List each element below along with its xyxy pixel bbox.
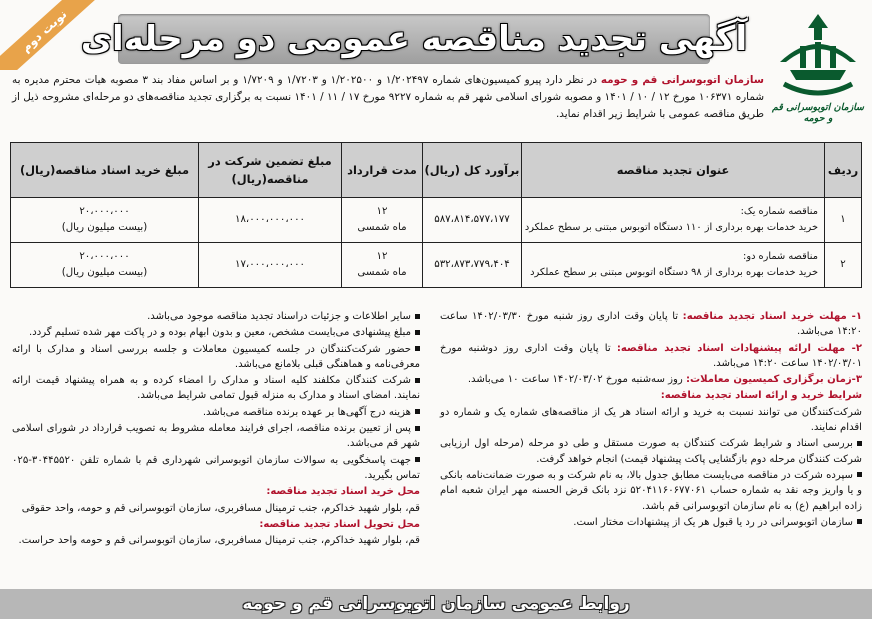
bullet-square-icon (415, 378, 420, 383)
footer-banner (0, 589, 872, 619)
delivery-location-text: قم، بلوار شهید خداکرم، جنب ترمینال مسافربری، سازمان اتوبوسرانی قم و حومه واحد حراست. (18, 535, 420, 547)
cell-title (522, 243, 825, 288)
condition-item (12, 309, 420, 324)
bullet-square-icon (415, 346, 420, 351)
table-row (11, 243, 862, 288)
deadline-submission (440, 341, 862, 372)
condition-item (12, 405, 420, 420)
logo-emblem-icon (770, 10, 866, 102)
col-header-row: ردیف (825, 143, 862, 198)
purchase-conditions-text: شرکت‌کنندگان می توانند نسبت به خرید و ارائه اسناد هر یک از مناقصه‌های شماره یک و شماره دو اقدام نمایند. (440, 406, 862, 434)
intro-text: در نظر دارد پیرو کمیسیون‌های شماره ۱/۲۰۲۴۹۷ و ۱/۲۰۲۵۰۰ و ۱/۷۲۰۳ و ۱/۷۲۰۹ و بر اساس مفاد بند ۳ مصوبه هیات محترم مدیره به شماره ۱۰۶۳۷۱ مورخ ۱۲ / ۱۰ / ۱۴۰۱ و مصوبه شورای اسلامی شهر قم به شماره ۹۲۲۷ مورخ ۱۷ / ۱۱ / ۱۴۰۱ نسبت به برگزاری تجدید مناقصه‌های دو مرحله‌ای مشروحه ذیل از طریق مناقصه عمومی با شرایط زیر اقدام نماید. (12, 74, 765, 120)
condition-text: هزینه درج آگهی‌ها بر عهده برنده مناقصه می‌باشد. (202, 406, 411, 418)
condition-text: حضور شرکت‌کنندگان در جلسه کمیسیون معاملات و جلسه بررسی اسناد و مدارک با ارائه معرفی‌نامه و هماهنگی قبلی بلامانع می‌باشد. (12, 343, 420, 370)
col-header-estimate: برآورد کل (ریال) (423, 143, 522, 198)
deadline-submission-text: تا پایان وقت اداری روز دوشنبه مورخ ۱۴۰۲/۰۳/۰۱ ساعت ۱۴:۲۰ می‌باشد. (440, 342, 862, 369)
purchase-location-label (12, 484, 420, 499)
bullet-square-icon (857, 519, 862, 524)
cell-title-line1: مناقصه شماره دو: (743, 251, 818, 262)
commission-date-text: روز سه‌شنبه مورخ ۱۴۰۲/۰۳/۰۲ ساعت ۱۰ می‌باشد. (467, 374, 686, 386)
condition-text: پس از تعیین برنده مناقصه، اجرای فرایند معامله مشروط به تصویب قرارداد در شورای اسلامی شهر قم می‌باشد. (12, 423, 420, 450)
bullet-square-icon (415, 457, 420, 462)
cell-estimate: ۵۸۷،۸۱۴،۵۷۷،۱۷۷ (423, 198, 522, 243)
evaluation-note-text: بررسی اسناد و شرایط شرکت کنندگان به صورت مستقل و طی دو مرحله (مرحله اول ارزیابی شرکت کنندگان مرحله دوم بازگشایی پاکت پیشنهاد قیمت) انجام خواهد گرفت. (440, 438, 862, 465)
cell-duration-unit: ماه شمسی (357, 222, 407, 233)
round-badge: نوبت دوم (0, 0, 103, 70)
purchase-location-text: قم، بلوار شهید خداکرم، جنب ترمینال مسافربری، سازمان اتوبوسرانی قم و حومه، واحد حقوقی (21, 502, 420, 514)
purchase-conditions-heading (440, 388, 862, 403)
tender-table (10, 142, 862, 288)
condition-item (12, 421, 420, 452)
deadline-purchase-label: ۱- مهلت خرید اسناد تجدید مناقصه: (682, 311, 862, 322)
bullet-square-icon (415, 409, 420, 414)
condition-text: جهت پاسخگویی به سوالات سازمان اتوبوسرانی شهرداری قم با شماره تلفن ۳۰۴۴۵۵۲۰-۰۲۵ تماس بگیرید. (12, 454, 420, 481)
cell-title-line2: خرید خدمات بهره برداری از ۹۸ دستگاه اتوبوس مبتنی بر سطح عملکرد (530, 267, 818, 278)
cell-title-line1: مناقصه شماره یک: (740, 206, 818, 217)
bullet-square-icon (415, 330, 420, 335)
cell-row: ۲ (825, 243, 862, 288)
cell-duration-value: ۱۲ (376, 251, 388, 262)
footer-text: روابط عمومی سازمان اتوبوسرانی قم و حومه (242, 594, 630, 614)
condition-item (12, 453, 420, 484)
purchase-conditions-label: شرایط خرید و ارائه اسناد تجدید مناقصه: (660, 390, 862, 402)
condition-text: مبلغ پیشنهادی می‌بایست مشخص، معین و بدون ابهام بوده و در پاکت مهر شده تسلیم گردد. (29, 327, 411, 339)
bullet-square-icon (415, 426, 420, 431)
cell-duration (342, 198, 423, 243)
purchase-location-heading: محل خرید اسناد تجدید مناقصه: (266, 486, 420, 498)
commission-date (440, 372, 862, 387)
rejection-note (440, 515, 862, 530)
col-header-title: عنوان تجدید مناقصه (522, 143, 825, 198)
cell-doc-price (11, 243, 199, 288)
municipality-logo (770, 10, 866, 138)
intro-paragraph (12, 72, 764, 123)
delivery-location-heading: محل تحویل اسناد تجدید مناقصه: (259, 518, 420, 530)
deadline-purchase-text: تا پایان وقت اداری روز شنبه مورخ ۱۴۰۲/۰۳/۳۰ ساعت ۱۴:۲۰ می‌باشد. (440, 311, 862, 338)
condition-item (12, 373, 420, 404)
conditions-right-column (440, 309, 862, 531)
condition-item (12, 342, 420, 373)
delivery-location-label (12, 517, 420, 532)
cell-title-line2: خرید خدمات بهره برداری از ۱۱۰ دستگاه اتوبوس مبتنی بر سطح عملکرد (524, 222, 818, 233)
cell-guarantee: ۱۸،۰۰۰،۰۰۰،۰۰۰ (199, 198, 342, 243)
deposit-note (440, 468, 862, 514)
bullet-square-icon (857, 441, 862, 446)
deposit-note-text: سپرده شرکت در مناقصه می‌بایست مطابق جدول بالا، به نام شرکت و به صورت ضمانت‌نامه بانکی و یا واریز وجه نقد به شماره حساب ۵۲۰۴۱۱۶۰۶۷۷۰۶۱ نزد بانک قرض الحسنه مهر ایران شعبه امام زاده ابراهیم (ع) به نام سازمان اتوبوسرانی قم باشد. (440, 469, 862, 512)
cell-duration-value: ۱۲ (376, 206, 388, 217)
bullet-square-icon (415, 314, 420, 319)
cell-doc-price (11, 198, 199, 243)
cell-estimate: ۵۳۲،۸۷۳،۷۷۹،۴۰۴ (423, 243, 522, 288)
cell-row: ۱ (825, 198, 862, 243)
commission-date-label: ۳-زمان برگزاری کمیسیون معاملات: (685, 374, 862, 386)
condition-text: سایر اطلاعات و جزئیات دراسناد تجدید مناقصه موجود می‌باشد. (147, 311, 411, 322)
col-header-guarantee: مبلغ تضمین شرکت در مناقصه(ریال) (199, 143, 342, 198)
cell-guarantee: ۱۷،۰۰۰،۰۰۰،۰۰۰ (199, 243, 342, 288)
cell-doc-price-words: (بیست میلیون ریال) (61, 267, 148, 278)
intro-org-name: سازمان اتوبوسرانی قم و حومه (600, 74, 765, 86)
conditions-left-column (12, 309, 420, 549)
rejection-note-text: سازمان اتوبوسرانی در رد یا قبول هر یک از پیشنهادات مختار است. (573, 516, 853, 528)
col-header-doc-price: مبلغ خرید اسناد مناقصه(ریال) (11, 143, 199, 198)
col-header-duration: مدت قرارداد (342, 143, 423, 198)
cell-doc-price-value: ۲۰،۰۰۰،۰۰۰ (79, 251, 130, 262)
condition-item (12, 325, 420, 340)
bullet-square-icon (857, 472, 862, 477)
page-title: آگهی تجدید مناقصه عمومی دو مرحله‌ای (80, 19, 748, 59)
cell-duration-unit: ماه شمسی (357, 267, 407, 278)
deadline-purchase (440, 309, 862, 340)
cell-title (522, 198, 825, 243)
cell-doc-price-words: (بیست میلیون ریال) (61, 222, 148, 233)
evaluation-note (440, 436, 862, 467)
table-row (11, 198, 862, 243)
deadline-submission-label: ۲- مهلت ارائه پیشنهادات اسناد تجدید مناقصه: (616, 342, 862, 354)
title-banner (80, 14, 748, 64)
cell-duration (342, 243, 423, 288)
condition-text: شرکت کنندگان مکلفند کلیه اسناد و مدارک را امضاء کرده و به همراه پیشنهاد قیمت ارائه نمایند. امضای اسناد و مدارک به منزله قبول تمامی شرایط می‌باشد. (12, 375, 420, 402)
cell-doc-price-value: ۲۰،۰۰۰،۰۰۰ (79, 206, 130, 217)
logo-org-name: سازمان اتوبوسرانی قم و حومه (771, 102, 865, 124)
table-header-row (11, 143, 862, 198)
